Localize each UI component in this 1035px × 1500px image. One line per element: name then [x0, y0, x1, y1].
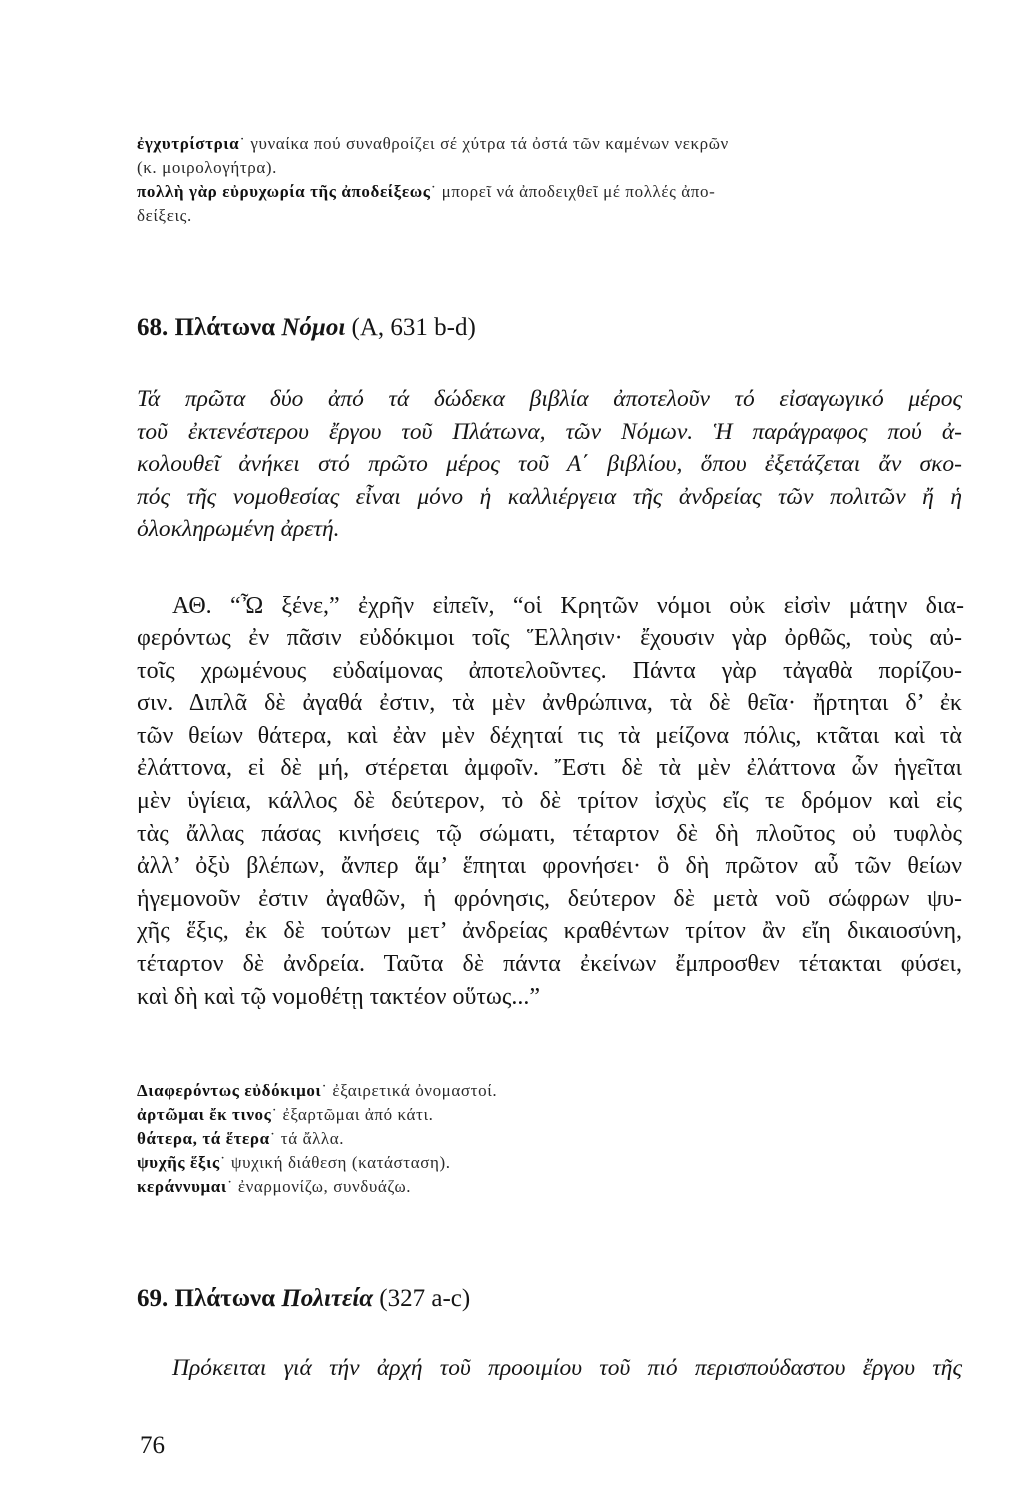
top-glosses — [137, 132, 962, 228]
intro-line: πός τῆς νομοθεσίας εἶναι μόνο ἡ καλλιέργεια τῆς ἀνδρείας τῶν πολιτῶν ἤ ἡ — [137, 483, 962, 510]
gloss-entry: Διαφερόντως εὐδόκιμοι˙ ἐξαιρετικά ὀνομαστοί. — [137, 1081, 498, 1100]
greek-line: σιν. Διπλᾶ δὲ ἀγαθά ἐστιν, τὰ μὲν ἀνθρώπινα, τὰ δὲ θεῖα· ἤρτηται δ’ ἐκ — [137, 690, 962, 717]
gloss-entry-continuation: δείξεις. — [137, 206, 192, 225]
section-author: Πλάτωνα — [174, 1285, 276, 1312]
greek-line: ἐλάττονα, εἰ δὲ μή, στέρεται ἀμφοῖν. Ἔστι δὲ τὰ μὲν ἐλάττονα ὧν ἡγεῖται — [137, 755, 962, 782]
gloss-term: ψυχῆς ἕξις — [137, 1153, 220, 1172]
page-number: 76 — [140, 1432, 165, 1459]
section-author: Πλάτωνα — [174, 314, 276, 341]
section-68-glosses — [137, 1079, 962, 1199]
gloss-term: κεράννυμαι — [137, 1177, 227, 1196]
section-68-greek-text-body — [137, 622, 962, 1013]
intro-line: Πρόκειται γιά τήν ἀρχή τοῦ προοιμίου τοῦ πιό περισπούδαστου ἔργου τῆς — [172, 1355, 962, 1381]
gloss-definition: τά ἄλλα. — [280, 1129, 345, 1148]
section-work-title: Πολιτεία — [281, 1285, 374, 1312]
gloss-definition: μπορεῖ νά ἀποδειχθεῖ μέ πολλές ἀπο- — [441, 182, 716, 201]
section-work-title: Νόμοι — [281, 314, 346, 341]
section-69-intro — [172, 1352, 962, 1385]
section-68-intro — [137, 383, 962, 546]
gloss-term: ἐγχυτρίστρια — [137, 134, 240, 153]
gloss-entry-continuation: (κ. μοιρολογήτρα). — [137, 158, 277, 177]
gloss-entry: ἐγχυτρίστρια˙ γυναίκα πού συναθροίζει σέ χύτρα τά ὀστά τῶν καμένων νεκρῶν — [137, 134, 729, 153]
greek-line: φερόντως ἐν πᾶσιν εὐδόκιμοι τοῖς Ἕλλησιν· ἔχουσιν γὰρ ὀρθῶς, τοὺς αὐ- — [137, 625, 962, 651]
gloss-definition: ἐξαιρετικά ὀνομαστοί. — [332, 1081, 498, 1100]
greek-line: καὶ δὴ καὶ τῷ νομοθέτῃ τακτέον οὕτως...” — [137, 983, 540, 1010]
section-number: 68. — [137, 314, 169, 341]
section-68-heading — [137, 312, 962, 344]
gloss-entry: πολλὴ γὰρ εὐρυχωρία τῆς ἀποδείξεως˙ μπορεῖ νά ἀποδειχθεῖ μέ πολλές ἀπο- — [137, 182, 716, 201]
gloss-entry: κεράννυμαι˙ ἐναρμονίζω, συνδυάζω. — [137, 1177, 412, 1196]
gloss-term: Διαφερόντως εὐδόκιμοι — [137, 1081, 322, 1100]
greek-line: χῆς ἕξις, ἐκ δὲ τούτων μετ’ ἀνδρείας κραθέντων τρίτον ἂν εἴη δικαιοσύνη, — [137, 918, 962, 945]
greek-line: τὰς ἄλλας πάσας κινήσεις τῷ σώματι, τέταρτον δὲ δὴ πλοῦτος οὐ τυφλὸς — [137, 820, 962, 847]
gloss-entry: ψυχῆς ἕξις˙ ψυχική διάθεση (κατάσταση). — [137, 1153, 451, 1172]
section-reference: (327 a-c) — [379, 1285, 471, 1312]
section-reference: (Α, 631 b-d) — [351, 314, 476, 341]
greek-line: ΑΘ. “Ὦ ξένε,” ἐχρῆν εἰπεῖν, “οἱ Κρητῶν νόμοι οὐκ εἰσὶν μάτην δια- — [172, 593, 964, 619]
gloss-term: ἀρτῶμαι ἔκ τινος — [137, 1105, 272, 1124]
intro-line: Τά πρῶτα δύο ἀπό τά δώδεκα βιβλία ἀποτελοῦν τό εἰσαγωγικό μέρος — [137, 386, 962, 412]
greek-line: ἀλλ’ ὀξὺ βλέπων, ἄνπερ ἅμ’ ἕπηται φρονήσει· ὃ δὴ πρῶτον αὖ τῶν θείων — [137, 853, 962, 880]
gloss-definition: ἐξαρτῶμαι ἀπό κάτι. — [282, 1105, 434, 1124]
greek-line: τέταρτον δὲ ἀνδρεία. Ταῦτα δὲ πάντα ἐκείνων ἔμπροσθεν τέτακται φύσει, — [137, 950, 962, 977]
greek-line: ἡγεμονοῦν ἐστιν ἀγαθῶν, ἡ φρόνησις, δεύτερον δὲ μετὰ νοῦ σώφρων ψυ- — [137, 885, 962, 912]
intro-line: κολουθεῖ ἀνήκει στό πρῶτο μέρος τοῦ Α΄ βιβλίου, ὅπου ἐξετάζεται ἄν σκο- — [137, 451, 962, 477]
intro-line: ὁλοκληρωμένη ἀρετή. — [137, 516, 340, 542]
gloss-definition: ψυχική διάθεση (κατάσταση). — [230, 1153, 451, 1172]
greek-line: τοῖς χρωμένους εὐδαίμονας ἀποτελοῦντες. Πάντα γὰρ τἀγαθὰ πορίζου- — [137, 657, 962, 684]
greek-line: τῶν θείων θάτερα, καὶ ἐὰν μὲν δέχηταί τις τὰ μείζονα πόλις, κτᾶται καὶ τὰ — [137, 722, 962, 749]
gloss-term: πολλὴ γὰρ εὐρυχωρία τῆς ἀποδείξεως — [137, 182, 431, 201]
gloss-entry: ἀρτῶμαι ἔκ τινος˙ ἐξαρτῶμαι ἀπό κάτι. — [137, 1105, 434, 1124]
gloss-entry: θάτερα, τά ἕτερα˙ τά ἄλλα. — [137, 1129, 345, 1148]
intro-line: τοῦ ἐκτενέστερου ἔργου τοῦ Πλάτωνα, τῶν Νόμων. Ἡ παράγραφος πού ἀ- — [137, 418, 962, 445]
gloss-definition: γυναίκα πού συναθροίζει σέ χύτρα τά ὀστά τῶν καμένων νεκρῶν — [250, 134, 729, 153]
section-number: 69. — [137, 1285, 169, 1312]
section-69-heading — [137, 1283, 962, 1315]
greek-line: μὲν ὑγίεια, κάλλος δὲ δεύτερον, τὸ δὲ τρίτον ἰσχὺς εἴς τε δρόμον καὶ εἰς — [137, 787, 962, 814]
gloss-term: θάτερα, τά ἕτερα — [137, 1129, 270, 1148]
gloss-definition: ἐναρμονίζω, συνδυάζω. — [237, 1177, 412, 1196]
section-68-greek-text — [172, 590, 964, 623]
